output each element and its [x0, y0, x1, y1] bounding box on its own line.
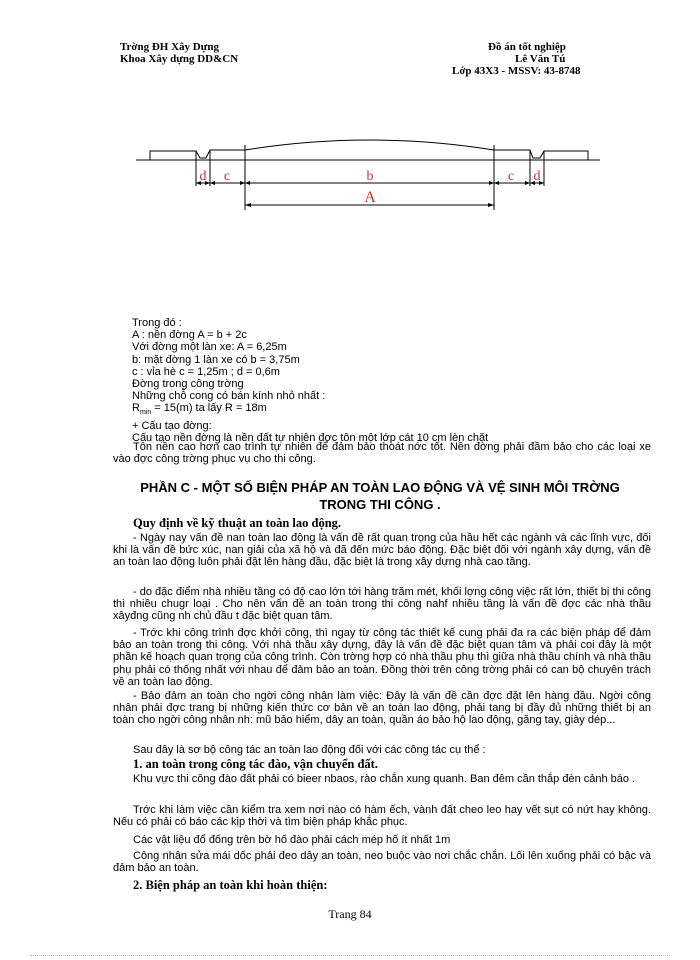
page-number: Trang 84: [328, 907, 372, 921]
paragraph-vat-lieu: Các vật liệu đổ đống trên bờ hố đào phải cách mép hố ít nhất 1m: [133, 834, 451, 846]
definition-line: Những chỗ cong có bán kính nhỏ nhất :: [132, 390, 326, 403]
definition-line: b: mặt đờng 1 làn xe có b = 3,75m: [132, 353, 300, 366]
label-d-left: d: [199, 169, 207, 184]
subheading-1: 1. an toàn trong công tác đào, vận chuyển đất.: [133, 757, 378, 771]
definition-line: A : nền đờng A = b + 2c: [132, 329, 247, 342]
definition-line: + Cấu tạo đờng:: [132, 419, 212, 432]
label-A: A: [364, 189, 376, 206]
paragraph-sau-day: Sau đây là sơ bộ công tác an toàn lao động đối với các công tác cụ thể :: [133, 744, 486, 756]
faculty-name: Khoa Xây dựng DD&CN: [120, 53, 239, 65]
document-type: Đồ án tốt nghiệp: [488, 41, 566, 53]
paragraph-ton-nen: Tôn nền cao hơn cao trình tự nhiên để đảm bảo thoát nớc tốt. Nền đờng phải đầm bảo cho các loại xe vào đợc công trờng phục vụ cho thi công.: [113, 441, 651, 466]
paragraph-bao-dam: - Bảo đảm an toàn cho ngời công nhân làm việc: Đây là vấn đề cần đợc đặt lên hàng đầu. Ngời công nhân phải đợc trang bị những kiến thức cơ bản về an toàn lao động, phải tang bị đầy đủ những thiết bị an toàn cho ngời công nhân nh: mũ bảo hiểm, dây an toàn, quần áo bảo hộ lao động, găng tay, giày dép...: [113, 690, 651, 727]
definition-line: c : vỉa hè c = 1,25m ; d = 0,6m: [132, 365, 280, 378]
rmin-value: = 15(m) ta lấy R = 18m: [151, 402, 267, 415]
section-title: [100, 479, 660, 513]
label-d-right: d: [533, 169, 541, 184]
definition-line: Với đờng một làn xe: A = 6,25m: [132, 341, 287, 354]
section-title-line1: PHẦN C - MỘT SỐ BIỆN PHÁP AN TOÀN LAO ĐỘNG VÀ VỆ SINH MÔI TRỜNG: [140, 480, 620, 495]
paragraph-truoc-khi-lam: Trớc khi làm việc cần kiểm tra xem nơi nào có hàm ếch, vành đất cheo leo hay vết sụt có nứt hay không. Nếu có phải có báo các kịp thời và tìm biện pháp khắc phục.: [113, 804, 651, 829]
definition-line: Cấu tạo nền đờng là nền đất tự nhiên đợc tôn một lớp cát 10 cm lèn chặt: [132, 432, 489, 445]
definitions-intro: Trong đó :: [132, 317, 182, 329]
rmin-line: [132, 402, 652, 419]
paragraph-do-dac-diem: - do đặc điểm nhà nhiều tầng có độ cao lớn tới hàng trăm mét, khối lợng công việc rất lớn, thiết bị thi công thì nhiều chugr loại . Cho nên vấn đề an toàn trong thi công nahf nhiều tầng là vấn đề đợc các nhà thầu xâyđng cũng nh chủ đầu t đặc biệt quan tâm.: [113, 586, 651, 623]
label-c-left: c: [223, 169, 231, 184]
university-name: Trờng ĐH Xây Dựng: [120, 41, 219, 53]
paragraph-cong-nhan: Công nhân sửa mái dốc phải đeo dây an toàn, neo buộc vào nơi chắc chắn. Lối lên xuống phải có bậc và đảm bảo an toàn.: [113, 850, 651, 875]
label-c-right: c: [507, 169, 515, 184]
class-student-id: Lớp 43X3 - MSSV: 43-8748: [452, 65, 581, 77]
paragraph-ngay-nay: - Ngày nay vấn đề nan toàn lao động là vấn đề rất quan trọng của hầu hết các ngành và các lĩnh vực, đối khi là vấn đề bức xúc, nan giải của xã hộ và đã đến mức báo động. Đặc biệt đối với ngành xây dựng, vấn đề an toàn lao động luôn phải đặt lên hàng đầu, đặc biệt là trong xây dựng nhà cao tầng.: [113, 532, 651, 569]
rmin-symbol: R: [132, 402, 140, 415]
road-surface-profile: [150, 140, 588, 160]
label-b: b: [366, 169, 374, 184]
author-name: Lê Văn Tú: [515, 53, 566, 65]
rmin-subscript: min: [139, 409, 152, 417]
subheading-quy-dinh: Quy định về kỹ thuật an toàn lao động.: [133, 516, 342, 530]
section-title-line2: TRONG THI CÔNG .: [319, 497, 441, 512]
definition-line: Đờng trong công trờng: [132, 378, 244, 391]
paragraph-khu-vuc: Khu vực thi công đào đất phải có bieer nbaos, rào chắn xung quanh. Ban đêm cần thắp đèn cảnh báo .: [133, 773, 636, 785]
road-cross-section-diagram: [0, 0, 700, 260]
subheading-2: 2. Biện pháp an toàn khi hoàn thiện:: [133, 878, 328, 892]
page-bottom-rule: [30, 955, 670, 956]
definitions-list: [132, 317, 652, 444]
paragraph-truoc-khi: - Trớc khi công trình đợc khởi công, thì ngay từ công tác thiết kế cung phải đa ra các biện pháp để đảm bảo an toàn trong thi công. Với nhà thầu xây dựng, đây là vấn đề đặc biệt quan tâm và phải coi đây là một phần kế hoạch quan trọng của công trình. Còn trờng hợp có nhà thầu phụ thì giữa nhà thầu chính và nhà thầu phụ phải có thống nhất với nhau để đảm bảo an toàn. Đồng thời trên công trờng phải có can bộ chuyên trách về an toàn lao động.: [113, 627, 651, 688]
